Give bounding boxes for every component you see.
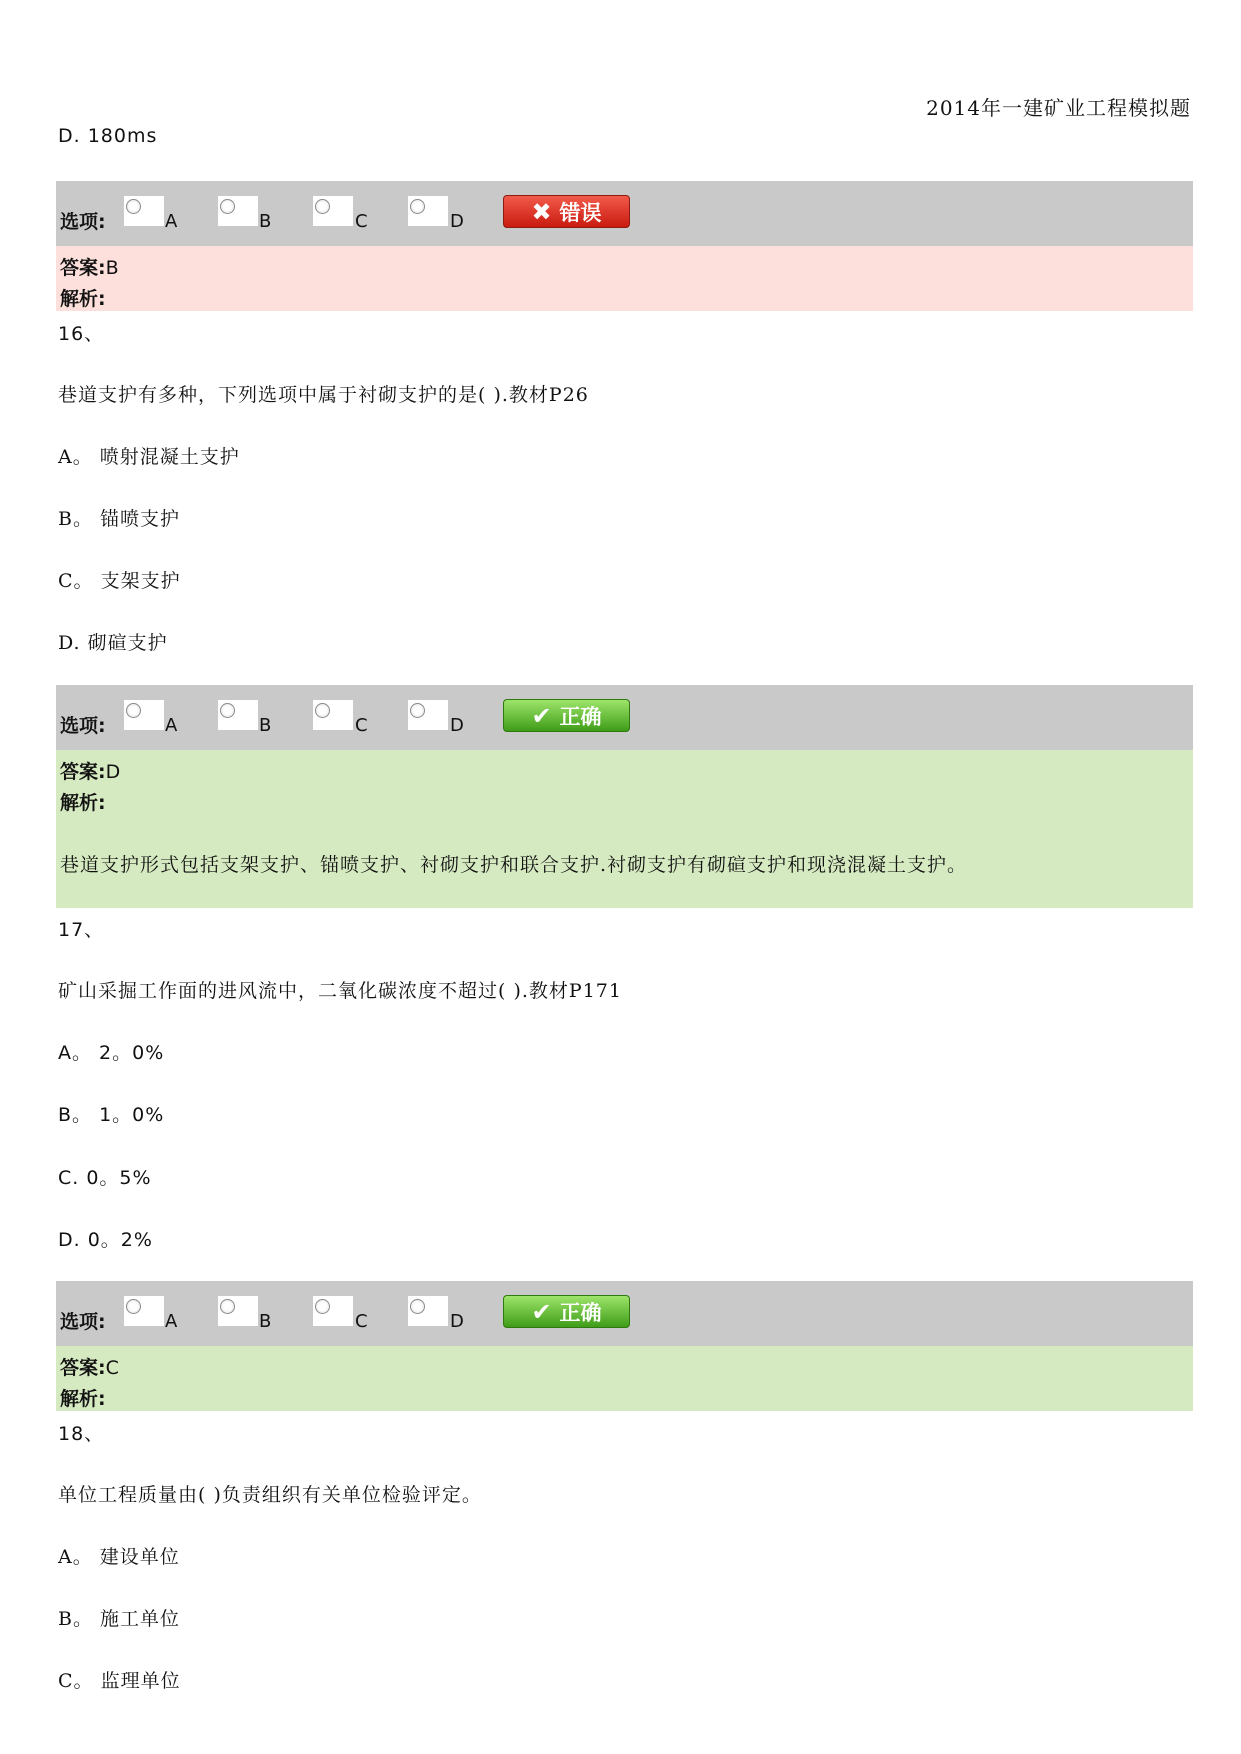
question-stem: 巷道支护有多种，下列选项中属于衬砌支护的是( ).教材P26	[58, 384, 589, 406]
radio-letter-b: B	[259, 1311, 272, 1332]
correct-badge-label: 正确	[559, 1300, 602, 1325]
option-a: A。 喷射混凝土支护	[58, 446, 240, 468]
answer-box-q15	[56, 246, 1193, 311]
radio-c[interactable]	[313, 1296, 353, 1326]
answer-value: B	[105, 257, 119, 279]
option-d: D. 0。2%	[58, 1229, 153, 1251]
option-b: B。 锚喷支护	[58, 508, 181, 530]
answer-value: D	[105, 761, 121, 783]
analysis-label: 解析:	[60, 792, 106, 814]
page-header-title: 2014年一建矿业工程模拟题	[926, 96, 1191, 120]
options-label: 选项:	[60, 211, 106, 233]
question-stem: 矿山采掘工作面的进风流中，二氧化碳浓度不超过( ).教材P171	[58, 980, 622, 1002]
question-stem: 单位工程质量由( )负责组织有关单位检验评定。	[58, 1484, 482, 1506]
options-bar-q17	[56, 1281, 1193, 1346]
radio-b[interactable]	[218, 196, 258, 226]
option-c: C。 支架支护	[58, 570, 181, 592]
option-d: D. 砌碹支护	[58, 632, 168, 654]
answer-box-q17	[56, 1346, 1193, 1411]
answer-label: 答案:	[60, 761, 106, 783]
radio-c[interactable]	[313, 700, 353, 730]
wrong-badge-label: 错误	[559, 200, 602, 225]
radio-d[interactable]	[408, 1296, 448, 1326]
option-b: B。 1。0%	[58, 1104, 165, 1126]
cross-icon: ✖	[531, 197, 552, 226]
answer-value: C	[105, 1357, 119, 1379]
analysis-label: 解析:	[60, 288, 106, 310]
radio-d[interactable]	[408, 700, 448, 730]
options-bar-q15	[56, 181, 1193, 246]
options-label: 选项:	[60, 1311, 106, 1333]
option-d-q15: D. 180ms	[58, 125, 158, 147]
radio-b[interactable]	[218, 1296, 258, 1326]
radio-a[interactable]	[124, 196, 164, 226]
radio-b[interactable]	[218, 700, 258, 730]
wrong-badge	[503, 195, 630, 228]
analysis-label: 解析:	[60, 1388, 106, 1410]
checkmark-icon: ✔	[531, 701, 552, 730]
checkmark-icon: ✔	[531, 1297, 552, 1326]
option-c: C. 0。5%	[58, 1167, 152, 1189]
options-label: 选项:	[60, 715, 106, 737]
correct-badge-label: 正确	[559, 704, 602, 729]
answer-label: 答案:	[60, 257, 106, 279]
correct-badge	[503, 1295, 630, 1328]
correct-badge	[503, 699, 630, 732]
radio-a[interactable]	[124, 700, 164, 730]
option-a: A。 2。0%	[58, 1042, 165, 1064]
radio-d[interactable]	[408, 196, 448, 226]
radio-letter-b: B	[259, 211, 272, 232]
option-b: B。 施工单位	[58, 1608, 181, 1630]
answer-box-q16	[56, 750, 1193, 908]
radio-letter-c: C	[355, 1311, 368, 1332]
answer-label: 答案:	[60, 1357, 106, 1379]
radio-letter-a: A	[165, 715, 178, 736]
radio-letter-b: B	[259, 715, 272, 736]
option-c: C。 监理单位	[58, 1670, 181, 1692]
radio-letter-d: D	[450, 211, 464, 232]
option-a: A。 建设单位	[58, 1546, 180, 1568]
radio-letter-c: C	[355, 211, 368, 232]
radio-letter-c: C	[355, 715, 368, 736]
radio-a[interactable]	[124, 1296, 164, 1326]
radio-c[interactable]	[313, 196, 353, 226]
radio-letter-d: D	[450, 1311, 464, 1332]
radio-letter-a: A	[165, 211, 178, 232]
radio-letter-d: D	[450, 715, 464, 736]
radio-letter-a: A	[165, 1311, 178, 1332]
analysis-text: 巷道支护形式包括支架支护、锚喷支护、衬砌支护和联合支护.衬砌支护有砌碹支护和现浇混凝土支护。	[60, 854, 968, 876]
options-bar-q16	[56, 685, 1193, 750]
question-number: 18、	[58, 1423, 105, 1445]
question-number: 17、	[58, 919, 105, 941]
question-number: 16、	[58, 323, 105, 345]
